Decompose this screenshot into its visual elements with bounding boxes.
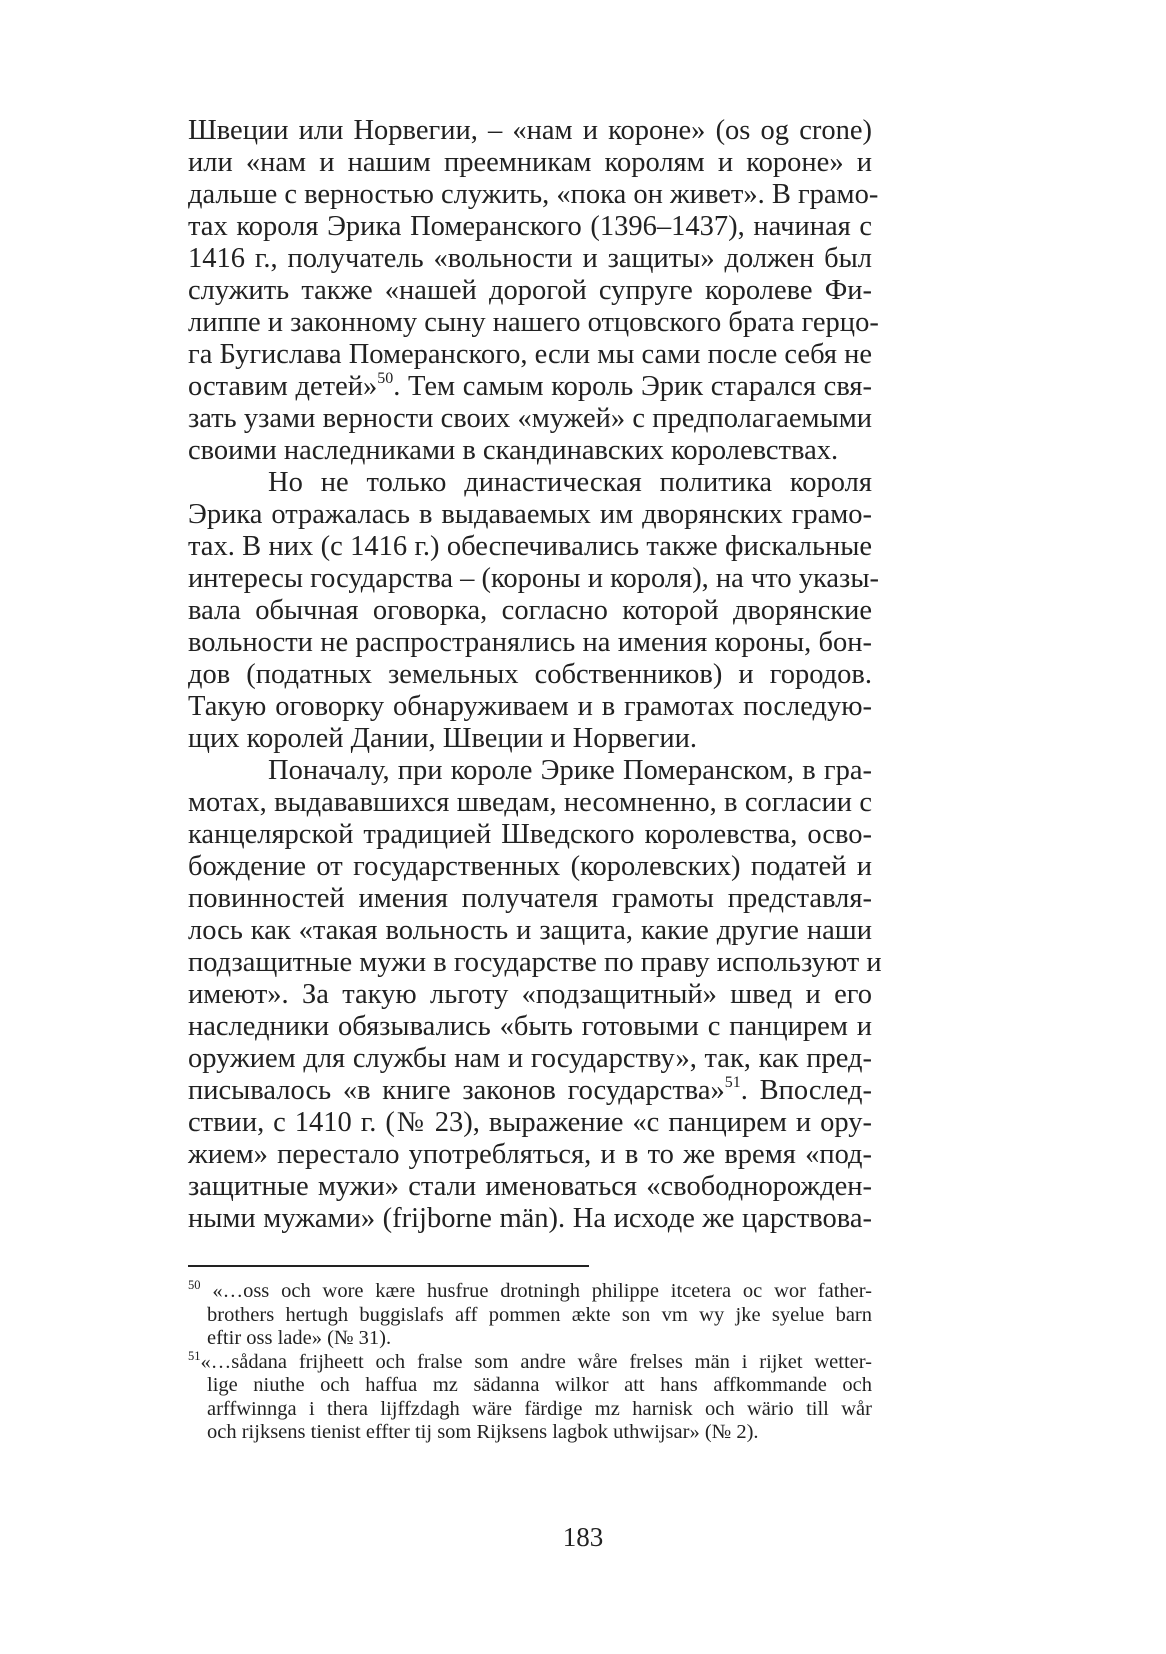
footnote-line: [188, 1421, 872, 1445]
text-line-content: дов (податных земельных собственников) и городов.: [188, 659, 872, 690]
text-line: [188, 723, 872, 755]
footnote-line: [188, 1398, 872, 1422]
text-line-content: 1416 г., получатель «вольности и защиты» должен был: [188, 243, 872, 274]
text-line-content: или «нам и нашим преемникам королям и короне» и: [188, 147, 872, 178]
text-line: [188, 467, 872, 499]
text-line: [188, 115, 872, 147]
text-line: [188, 1043, 872, 1075]
text-line-content: Поначалу, при короле Эрике Померанском, в гра-: [268, 755, 872, 786]
text-line: [188, 563, 879, 595]
text-line-content: тах. В них (с 1416 г.) обеспечивались также фискальные: [188, 531, 872, 562]
footnote-line: [188, 1374, 872, 1398]
text-line-continuation: . Впослед-: [740, 1075, 872, 1106]
text-line: [188, 179, 879, 211]
text-line-content: имеют». За такую льготу «подзащитный» швед и его: [188, 979, 872, 1010]
footnote-number: 50: [188, 1278, 201, 1292]
text-line-content: своими наследниками в скандинавских королевствах.: [188, 435, 839, 466]
footnote-text: lige niuthe och haffua mz sädanna wilkor att hans affkommande och: [207, 1374, 872, 1396]
text-line-content: оставим детей»: [188, 371, 378, 402]
text-line: [188, 947, 882, 979]
text-line-content: щих королей Дании, Швеции и Норвегии.: [188, 723, 697, 754]
text-line: [188, 243, 872, 275]
footnote-text: «…oss och wore kære husfrue drotningh philippe itcetera oc wor father-: [212, 1280, 872, 1302]
footnote-text: och rijksens tienist effter tij som Rijksens lagbok uthwijsar» (№ 2).: [207, 1421, 759, 1443]
text-line-content: канцелярской традицией Шведского королевства, осво-: [188, 819, 872, 850]
text-line: [188, 499, 872, 531]
text-line: [188, 755, 872, 787]
text-line: [188, 595, 872, 627]
main-text: [188, 115, 882, 1235]
text-line-content: вольности не распространялись на имения короны, бон-: [188, 627, 872, 658]
text-line: [188, 851, 872, 883]
text-line-continuation: . Тем самым король Эрик старался свя-: [393, 371, 873, 402]
text-line: [188, 307, 879, 339]
text-line-content: интересы государства – (короны и короля), на что указы-: [188, 563, 879, 594]
text-line: [188, 1107, 872, 1139]
text-line-content: га Бугислава Померанского, если мы сами после себя не: [188, 339, 872, 370]
text-line-content: ствии, с 1410 г. (№ 23), выражение «с панцирем и ору-: [188, 1107, 872, 1138]
text-line: [188, 371, 872, 403]
footnote-line: [188, 1348, 872, 1375]
footnote-line: [188, 1304, 872, 1328]
text-line-content: мотах, выдававшихся шведам, несомненно, в согласии с: [188, 787, 872, 818]
page-number: 183: [562, 1522, 604, 1552]
footnote-line: [188, 1280, 872, 1304]
text-line: [188, 1171, 872, 1203]
footnote-line: [188, 1327, 872, 1351]
footnote-text: brothers hertugh buggislafs aff pommen ækte son vm wy jke syelue barn: [207, 1303, 872, 1326]
footnote-text: arffwinnga i thera lijffzdagh wäre färdige mz harnisk och wärio till wår: [207, 1397, 872, 1420]
text-line-content: тах короля Эрика Померанского (1396–1437), начиная с: [188, 211, 872, 242]
text-line: [188, 1075, 872, 1107]
text-line: [188, 659, 872, 691]
text-line: [188, 691, 872, 723]
text-line: [188, 147, 872, 179]
text-line: [188, 531, 872, 563]
text-line-content: наследники обязывались «быть готовыми с панцирем и: [188, 1011, 872, 1042]
text-line-content: Эрика отражалась в выдаваемых им дворянских грамо-: [188, 499, 872, 530]
text-line: [188, 211, 872, 243]
footnote-text: eftir oss lade» (№ 31).: [207, 1327, 392, 1349]
text-line-content: Такую оговорку обнаруживаем и в грамотах последую-: [188, 691, 872, 722]
text-line: [188, 979, 872, 1011]
footnotes: [188, 1280, 872, 1445]
text-line: [188, 1203, 872, 1235]
text-line-content: бождение от государственных (королевских) податей и: [188, 851, 872, 882]
text-line: [188, 275, 872, 307]
text-line: [188, 787, 872, 819]
text-line: [188, 1011, 872, 1043]
footnote-reference: 50: [377, 370, 394, 387]
footnote-text: «…sådana frijheett och fralse som andre wåre frelses män i rijket wetter-: [200, 1350, 872, 1373]
text-line: [188, 1139, 872, 1171]
text-line: [188, 915, 872, 947]
text-line-content: липпе и законному сыну нашего отцовского брата герцо-: [188, 307, 879, 338]
text-line-content: служить также «нашей дорогой супруге королеве Фи-: [188, 275, 872, 306]
text-line-content: подзащитные мужи в государстве по праву используют и: [188, 947, 882, 978]
text-line-content: ными мужами» (frijborne män). На исходе же царствова-: [188, 1203, 872, 1234]
text-line-content: Швеции или Норвегии, – «нам и короне» (os og crone): [188, 115, 872, 146]
footnote-number: 51: [188, 1348, 201, 1363]
text-line-content: лось как «такая вольность и защита, какие другие наши: [188, 915, 872, 946]
text-line: [188, 435, 872, 467]
text-line-content: вала обычная оговорка, согласно которой дворянские: [188, 595, 872, 626]
text-line: [188, 883, 872, 915]
text-line-content: повинностей имения получателя грамоты представля-: [188, 883, 872, 914]
text-line-content: писывалось «в книге законов государства»: [188, 1075, 725, 1106]
text-line-content: зать узами верности своих «мужей» с предполагаемыми: [188, 403, 872, 434]
text-line: [188, 819, 872, 851]
text-line-content: жием» перестало употребляться, и в то же время «под-: [188, 1139, 872, 1170]
text-line-content: дальше с верностью служить, «пока он живет». В грамо-: [188, 179, 879, 210]
text-line-content: защитные мужи» стали именоваться «свободнорожден-: [188, 1171, 872, 1202]
text-line: [188, 403, 872, 435]
text-line-content: Но не только династическая политика короля: [268, 467, 872, 498]
text-line-content: оружием для службы нам и государству», так, как пред-: [188, 1043, 872, 1074]
footnote-divider: [188, 1265, 589, 1267]
text-line: [188, 339, 872, 371]
footnote-reference: 51: [724, 1074, 741, 1091]
text-line: [188, 627, 872, 659]
